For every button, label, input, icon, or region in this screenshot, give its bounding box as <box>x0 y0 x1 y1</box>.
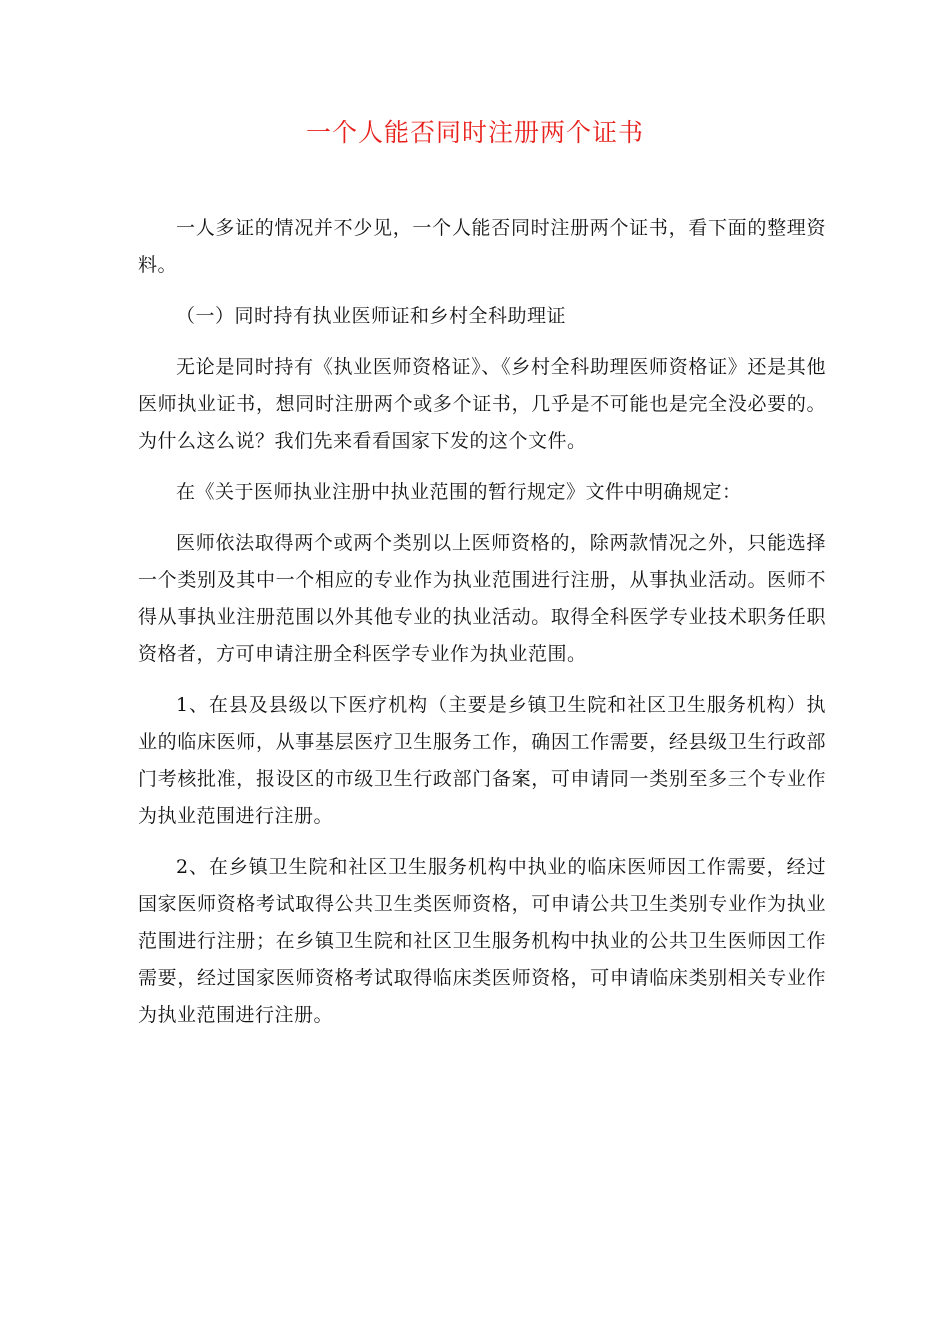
intro-paragraph: 一人多证的情况并不少见，一个人能否同时注册两个证书，看下面的整理资料。 <box>138 217 826 276</box>
numbered-paragraph-1: 1、在县及县级以下医疗机构（主要是乡镇卫生院和社区卫生服务机构）执业的临床医师，从事基层医疗卫生服务工作，确因工作需要，经县级卫生行政部门考核批准，报设区的市级卫生行政部门备案，可申请同一类别至多三个专业作为执业范围进行注册。 <box>138 694 826 827</box>
document-title: 一个人能否同时注册两个证书 <box>305 118 644 147</box>
body-paragraph: 医师依法取得两个或两个类别以上医师资格的，除两款情况之外，只能选择一个类别及其中一个相应的专业作为执业范围进行注册，从事执业活动。医师不得从事执业注册范围以外其他专业的执业活动。取得全科医学专业技术职务任职资格者，方可申请注册全科医学专业作为执业范围。 <box>138 532 826 665</box>
document-body <box>138 210 826 1048</box>
body-paragraph: 无论是同时持有《执业医师资格证》、《乡村全科助理医师资格证》还是其他医师执业证书，想同时注册两个或多个证书，几乎是不可能也是完全没必要的。为什么这么说？我们先来看看国家下发的这个文件。 <box>138 356 826 452</box>
section-heading: （一）同时持有执业医师证和乡村全科助理证 <box>176 305 567 327</box>
body-paragraph: 在《关于医师执业注册中执业范围的暂行规定》文件中明确规定： <box>176 481 742 503</box>
numbered-paragraph-2: 2、在乡镇卫生院和社区卫生服务机构中执业的临床医师因工作需要，经过国家医师资格考试取得公共卫生类医师资格，可申请公共卫生类别专业作为执业范围进行注册；在乡镇卫生院和社区卫生服务机构中执业的公共卫生医师因工作需要，经过国家医师资格考试取得临床类医师资格，可申请临床类别相关专业作为执业范围进行注册。 <box>138 856 826 1026</box>
